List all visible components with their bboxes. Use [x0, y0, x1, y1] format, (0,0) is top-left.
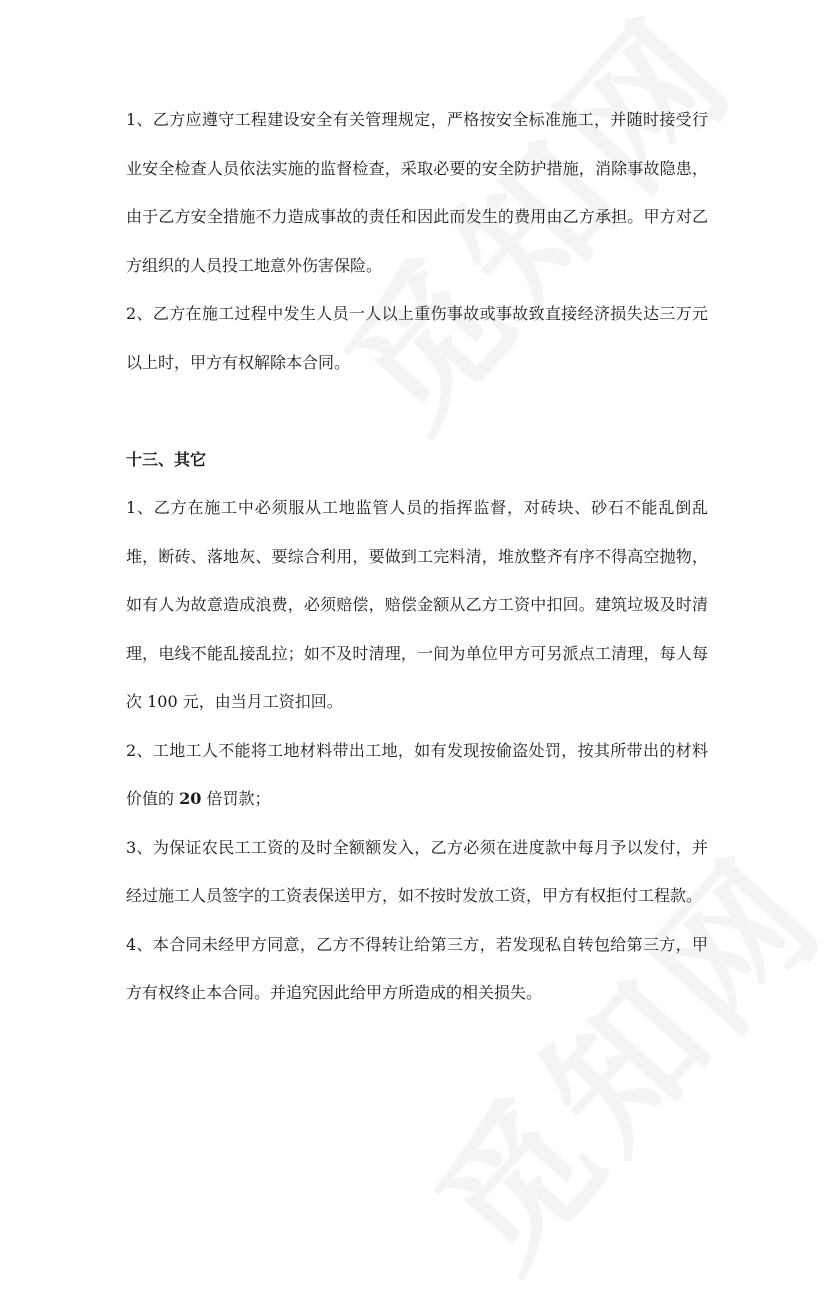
- clause-13-2-text-a: 2、工地工人不能将工地材料带出工地，如有发现按偷盗处罚，按其所带出的材料价值的: [126, 740, 708, 808]
- clause-13-2-text-b: 倍罚款；: [201, 789, 271, 808]
- clause-13-2: [126, 727, 708, 824]
- section-heading-13: 十三、其它: [126, 449, 207, 469]
- section-spacer: [126, 387, 708, 436]
- document-body: [126, 96, 708, 1018]
- penalty-multiplier: 20: [179, 789, 202, 808]
- clause-12-1: 1、乙方应遵守工程建设安全有关管理规定，严格按安全标准施工，并随时接受行业安全检查人员依法实施的监督检查，采取必要的安全防护措施，消除事故隐患，由于乙方安全措施不力造成事故的责任和因此而发生的费用由乙方承担。甲方对乙方组织的人员投工地意外伤害保险。: [126, 110, 708, 275]
- clause-12-2: 2、乙方在施工过程中发生人员一人以上重伤事故或事故致直接经济损失达三万元以上时，甲方有权解除本合同。: [126, 304, 708, 372]
- clause-13-3: 3、为保证农民工工资的及时全额额发入，乙方必须在进度款中每月予以发付，并经过施工人员签字的工资表保送甲方，如不按时发放工资，甲方有权拒付工程款。: [126, 837, 708, 905]
- clause-13-1: 1、乙方在施工中必须服从工地监管人员的指挥监督，对砖块、砂石不能乱倒乱堆，断砖、落地灰、要综合利用，要做到工完料清，堆放整齐有序不得高空抛物，如有人为故意造成浪费，必须赔偿，赔偿金额从乙方工资中扣回。建筑垃圾及时清理，电线不能乱接乱拉；如不及时清理，一间为单位甲方可另派点工清理，每人每次 100 元，由当月工资扣回。: [126, 498, 708, 711]
- clause-13-4: 4、本合同未经甲方同意，乙方不得转让给第三方，若发现私自转包给第三方，甲方有权终止本合同。并追究因此给甲方所造成的相关损失。: [126, 934, 708, 1002]
